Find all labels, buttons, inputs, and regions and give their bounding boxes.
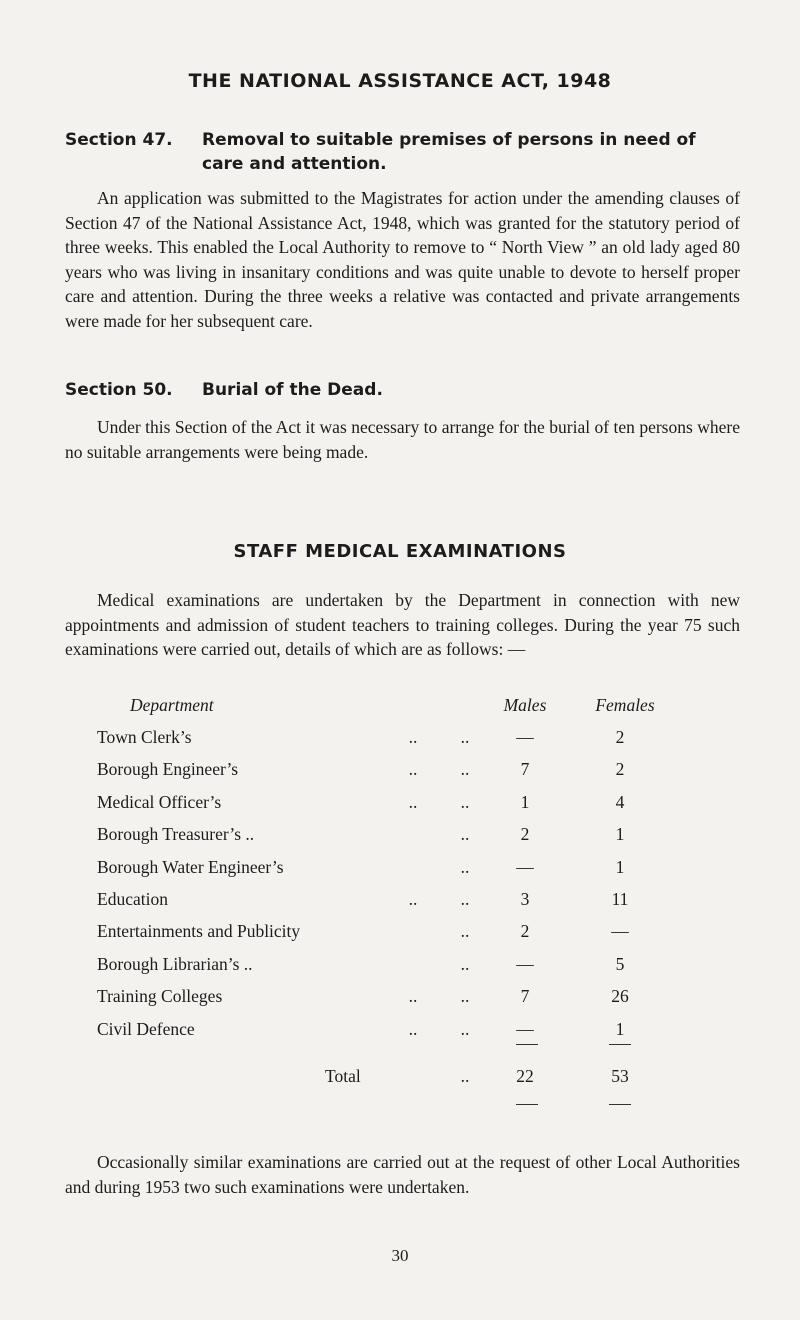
- row-males: 2: [520, 921, 530, 942]
- total-leader-dots: ..: [460, 1066, 470, 1086]
- row-females: —: [611, 921, 629, 942]
- row-males: —: [516, 1018, 534, 1039]
- header-department: Department: [130, 695, 214, 715]
- table-row: [0, 824, 800, 850]
- header-females: Females: [595, 695, 655, 715]
- row-females: 2: [615, 759, 625, 780]
- row-department: Entertainments and Publicity: [97, 921, 301, 942]
- row-females: 2: [615, 727, 625, 747]
- row-leader-dots: ..: [408, 1018, 418, 1039]
- table-row: [0, 986, 800, 1012]
- row-males: —: [516, 727, 534, 747]
- row-leader-dots: ..: [460, 921, 470, 942]
- table-row: [0, 954, 800, 980]
- total-rule: [516, 1044, 538, 1045]
- section-50-heading: [65, 378, 745, 402]
- row-leader-dots: ..: [460, 727, 470, 747]
- table-header-row: [0, 695, 800, 721]
- header-males: Males: [503, 695, 547, 715]
- row-males: 1: [520, 791, 530, 812]
- table-row: [0, 792, 800, 818]
- row-department: Education: [97, 889, 168, 909]
- row-department: Borough Engineer’s: [97, 759, 239, 780]
- page-number: 30: [391, 1246, 409, 1265]
- row-department: Training Colleges: [97, 986, 223, 1007]
- row-leader-dots: ..: [408, 759, 418, 780]
- total-rule: [516, 1104, 538, 1105]
- total-males: 22: [516, 1066, 534, 1086]
- row-males: 7: [520, 759, 530, 780]
- row-females: 1: [615, 1018, 625, 1039]
- table-row: [0, 1019, 800, 1045]
- row-leader-dots: ..: [460, 791, 470, 812]
- total-rule: [609, 1104, 631, 1105]
- closing-text: Occasionally similar examinations are carried out at the request of other Local Authorities and during 1953 two such examinations were undertaken.: [65, 1152, 740, 1197]
- staff-intro-text: Medical examinations are undertaken by the Department in connection with new appointments and admission of student teachers to training colleges. During the year 75 such examinations were carried out, details of which are as follows: —: [65, 590, 740, 659]
- row-department: Borough Water Engineer’s: [97, 856, 284, 877]
- row-leader-dots: ..: [408, 791, 418, 812]
- row-department: Borough Librarian’s ..: [97, 953, 253, 974]
- table-row: [0, 857, 800, 883]
- row-department: Civil Defence: [97, 1018, 195, 1039]
- section-50-text: Under this Section of the Act it was necessary to arrange for the burial of ten persons where no suitable arrangements were being made.: [65, 417, 740, 462]
- row-department: Town Clerk’s: [97, 727, 192, 747]
- row-females: 5: [615, 953, 625, 974]
- row-leader-dots: ..: [460, 1018, 470, 1039]
- row-females: 26: [611, 986, 629, 1007]
- section-47-heading-line1: Removal to suitable premises of persons in need of: [202, 130, 696, 150]
- total-females: 53: [611, 1066, 629, 1086]
- row-leader-dots: ..: [460, 953, 470, 974]
- section-50-heading-text: Burial of the Dead.: [202, 380, 383, 400]
- table-row: [0, 889, 800, 915]
- table-row: [0, 921, 800, 947]
- staff-medical-heading: STAFF MEDICAL EXAMINATIONS: [233, 541, 567, 562]
- section-50-number: Section 50.: [65, 380, 173, 400]
- row-males: 7: [520, 986, 530, 1007]
- total-label: Total: [325, 1066, 361, 1086]
- section-47-heading-line2: care and attention.: [202, 154, 387, 174]
- table-row: [0, 759, 800, 785]
- row-females: 1: [615, 824, 625, 845]
- total-rule: [609, 1044, 631, 1045]
- table-total-row: [0, 1066, 800, 1092]
- row-females: 4: [615, 791, 625, 812]
- row-leader-dots: ..: [460, 824, 470, 845]
- row-males: 3: [520, 889, 530, 909]
- row-males: 2: [520, 824, 530, 845]
- page-title: THE NATIONAL ASSISTANCE ACT, 1948: [188, 70, 612, 92]
- row-males: —: [516, 953, 534, 974]
- row-leader-dots: ..: [460, 986, 470, 1007]
- row-department: Medical Officer’s: [97, 791, 222, 812]
- table-row: [0, 727, 800, 753]
- row-leader-dots: ..: [408, 727, 418, 747]
- row-leader-dots: ..: [460, 856, 470, 877]
- row-leader-dots: ..: [460, 759, 470, 780]
- row-females: 1: [615, 856, 625, 877]
- row-leader-dots: ..: [408, 889, 418, 909]
- section-47-number: Section 47.: [65, 130, 173, 150]
- row-leader-dots: ..: [408, 986, 418, 1007]
- row-males: —: [516, 856, 534, 877]
- section-47-text: An application was submitted to the Magistrates for action under the amending clauses of Section 47 of the National Assistance Act, 1948, which was granted for the statutory period of three weeks. This enabled the Local Authority to remove to “ North View ” an old lady aged 80 years who was living in insanitary conditions and was quite unable to devote to herself proper care and attention. During the three weeks a relative was contacted and private arrangements were made for her subsequent care.: [65, 188, 740, 331]
- section-47-heading: [65, 128, 745, 176]
- row-leader-dots: ..: [460, 889, 470, 909]
- row-department: Borough Treasurer’s ..: [97, 824, 255, 845]
- row-females: 11: [611, 889, 629, 909]
